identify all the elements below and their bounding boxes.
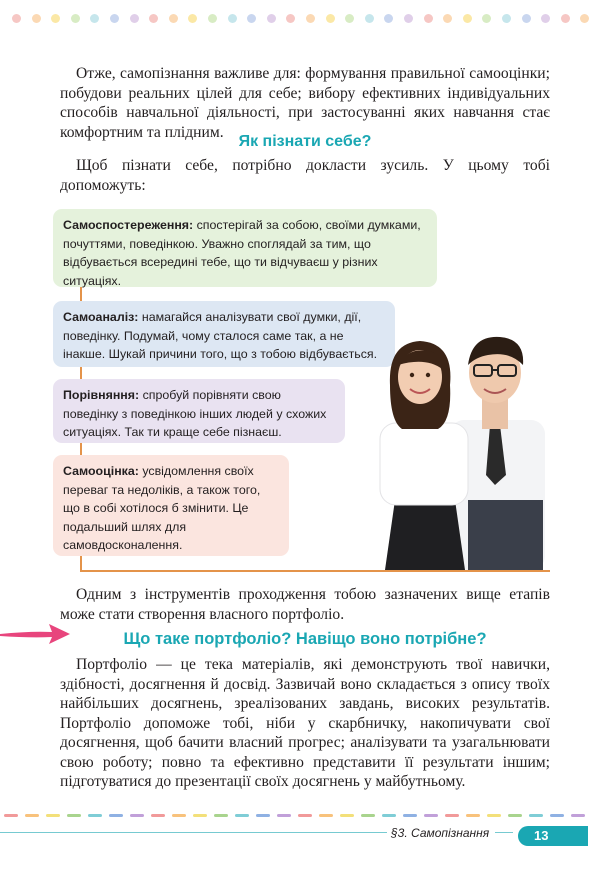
paragraph-how: Щоб пізнати себе, потрібно докласти зусиль. У цьому тобі допоможуть: xyxy=(60,157,550,194)
border-dot xyxy=(561,14,570,23)
method-term: Самооцінка: xyxy=(63,464,139,478)
method-box-self-analysis xyxy=(53,301,395,367)
border-dash xyxy=(88,814,102,817)
border-dot xyxy=(228,14,237,23)
method-box-self-observation xyxy=(53,209,437,287)
border-dot xyxy=(522,14,531,23)
footer-section-title: §3. Самопізнання xyxy=(387,826,495,840)
border-dash xyxy=(172,814,186,817)
students-illustration xyxy=(360,325,560,570)
border-dot xyxy=(404,14,413,23)
page-number: 13 xyxy=(518,826,588,846)
border-dash xyxy=(571,814,585,817)
border-dash xyxy=(109,814,123,817)
method-text: усвідомлення своїх переваг та недоліків, а також того, що в собі хотілося б змінити. Це подальший шлях для самовдосконалення. xyxy=(63,464,261,552)
method-text: спостерігай за собою, своїми думками, почуттями, поведінкою. Уважно споглядай за тим, що відбувається всередині тебе, що ти відчуваєш у різних ситуаціях. xyxy=(63,218,421,288)
method-box-comparison xyxy=(53,379,345,443)
border-dot xyxy=(90,14,99,23)
border-dot xyxy=(345,14,354,23)
border-dash xyxy=(130,814,144,817)
border-dot xyxy=(502,14,511,23)
border-dot xyxy=(482,14,491,23)
girl-figure xyxy=(380,341,468,570)
border-dash xyxy=(193,814,207,817)
border-dot xyxy=(443,14,452,23)
section-heading-how: Як пізнати себе? xyxy=(238,133,372,150)
section-heading-portfolio: Що таке портфоліо? Навіщо воно потрібне? xyxy=(123,630,487,648)
border-dash xyxy=(67,814,81,817)
border-dot xyxy=(267,14,276,23)
border-dash xyxy=(382,814,396,817)
border-dot xyxy=(32,14,41,23)
border-dot xyxy=(188,14,197,23)
border-dash xyxy=(25,814,39,817)
top-dot-border xyxy=(12,14,592,24)
bottom-dash-border xyxy=(0,814,600,820)
border-dot xyxy=(541,14,550,23)
border-dot xyxy=(169,14,178,23)
border-dash xyxy=(445,814,459,817)
border-dash xyxy=(424,814,438,817)
border-dash xyxy=(46,814,60,817)
border-dot xyxy=(286,14,295,23)
border-dot xyxy=(424,14,433,23)
border-dot xyxy=(110,14,119,23)
border-dot xyxy=(130,14,139,23)
method-term: Самоспостереження: xyxy=(63,218,194,232)
border-dot xyxy=(326,14,335,23)
border-dash xyxy=(529,814,543,817)
border-dash xyxy=(4,814,18,817)
connector-line xyxy=(80,443,82,455)
border-dot xyxy=(463,14,472,23)
intro-paragraph: Отже, самопізнання важливе для: формування правильної самооцінки; побудови реальних цілей для себе; вибору ефективних індивідуальних способів навчальної діяльності, при застосуванні яких навчання стає комфортним та плідним. xyxy=(60,65,550,141)
border-dash xyxy=(466,814,480,817)
paragraph-portfolio-definition: Портфоліо — це тека матеріалів, які демонструють твої навички, здібності, досягнення й досвід. Зазвичай воно складається з опису твоїх найбільших досягнень, зреалізованих завдань, високих результатів. Портфоліо допоможе тобі, ніби у скарбничку, накопичувати свої досягнення, щоб бачити власний прогрес; аналізувати та узагальнювати свою роботу; повно та ефективно представити її результати іншим; підготуватися до презентації своїх досягнень у майбутньому. xyxy=(60,656,550,790)
border-dot xyxy=(12,14,21,23)
border-dot xyxy=(208,14,217,23)
method-text: спробуй порівняти свою поведінку з поведінкою інших людей у схожих ситуаціях. Так ти краще себе пізнаєш. xyxy=(63,388,327,439)
border-dash xyxy=(508,814,522,817)
connector-line xyxy=(80,367,82,379)
border-dash xyxy=(298,814,312,817)
border-dot xyxy=(71,14,80,23)
method-term: Порівняння: xyxy=(63,388,140,402)
border-dot xyxy=(247,14,256,23)
border-dash xyxy=(214,814,228,817)
border-dash xyxy=(340,814,354,817)
paragraph-portfolio-intro: Одним з інструментів проходження тобою зазначених вище етапів може стати створення власного портфоліо. xyxy=(60,586,550,623)
border-dash xyxy=(256,814,270,817)
method-box-self-esteem xyxy=(53,455,289,556)
border-dash xyxy=(319,814,333,817)
border-dot xyxy=(365,14,374,23)
connector-line xyxy=(80,556,82,570)
method-term: Самоаналіз: xyxy=(63,310,139,324)
border-dot xyxy=(384,14,393,23)
border-dot xyxy=(149,14,158,23)
border-dash xyxy=(277,814,291,817)
baseline-line xyxy=(80,570,550,572)
border-dash xyxy=(403,814,417,817)
border-dash xyxy=(550,814,564,817)
border-dash xyxy=(361,814,375,817)
border-dot xyxy=(580,14,589,23)
border-dash xyxy=(151,814,165,817)
border-dot xyxy=(51,14,60,23)
border-dash xyxy=(235,814,249,817)
border-dot xyxy=(306,14,315,23)
method-text: намагайся аналізувати свої думки, дії, поведінку. Подумай, чому сталося саме так, а не інакше. Шукай причини того, що з тобою відбувається. xyxy=(63,310,378,361)
border-dash xyxy=(487,814,501,817)
